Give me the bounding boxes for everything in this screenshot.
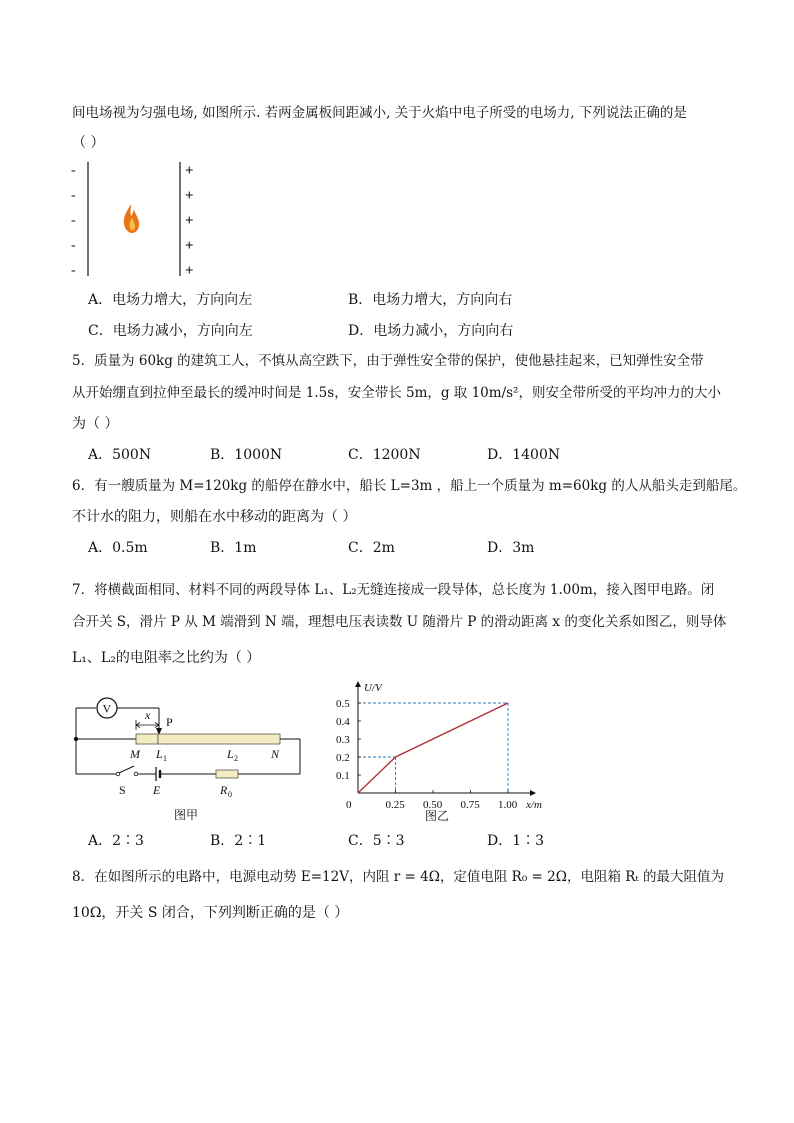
q4-option-a[interactable]: A．电场力增大，方向向左 [88,292,253,308]
svg-text:2: 2 [234,754,238,763]
q6-option-c[interactable]: C．2m [348,540,395,556]
svg-text:x: x [145,708,151,722]
circuit-caption: 图甲 [174,808,199,822]
svg-text:V: V [102,701,112,716]
q5-line3: 为（ ） [72,416,119,432]
svg-text:0: 0 [228,790,232,799]
conductor-l2 [158,734,280,744]
switch-icon [116,766,138,776]
resistor-icon [216,770,238,778]
y-tick-label: 0.4 [336,716,350,728]
svg-text:S: S [119,783,126,797]
q7-option-b[interactable]: B．2∶1 [210,833,267,849]
q4-line2: （ ） [72,135,105,151]
y-axis-label: U/V [364,682,382,694]
q6-option-b[interactable]: B．1m [210,540,257,556]
q6-option-a[interactable]: A．0.5m [88,540,148,556]
minus-sign: - [71,213,76,228]
q7-line1: 7．将横截面相同、材料不同的两段导体 L₁、L₂无缝连接成一段导体，总长度为 1.00m，接入图甲电路。闭 [72,582,715,598]
svg-text:+: + [185,213,194,229]
x-axis-arrow [530,790,536,796]
u-x-graph [325,678,545,828]
svg-text:L: L [227,747,234,761]
x-tick-label: 1.00 [498,799,518,811]
svg-text:N: N [271,747,280,761]
x-tick-label: 0.75 [460,799,480,811]
q6-option-d[interactable]: D．3m [487,540,535,556]
q8-line1: 8．在如图所示的电路中，电源电动势 E=12V，内阻 r = 4Ω，定值电阻 R₀ = 2Ω，电阻箱 Rₜ 的最大阻值为 [72,869,725,885]
q5-option-d[interactable]: D．1400N [487,447,561,463]
y-tick-label: 0.2 [336,752,350,764]
svg-text:+: + [185,238,194,254]
q4-option-d[interactable]: D．电场力减小，方向向右 [348,323,514,339]
q7-option-a[interactable]: A．2∶3 [88,833,144,849]
y-axis-arrow [355,681,361,687]
flame-icon [124,204,139,233]
minus-sign: - [71,163,76,178]
q7-option-c[interactable]: C．5∶3 [348,833,405,849]
y-tick-label: 0.3 [336,734,350,746]
minus-sign: - [71,263,76,278]
y-tick-label: 0.5 [336,698,350,710]
q4-figure [68,158,208,278]
minus-sign: - [71,188,76,203]
q4-line1: 间电场视为匀强电场, 如图所示. 若两金属板间距减小, 关于火焰中电子所受的电场力, 下列说法正确的是 [72,105,687,121]
svg-text:+: + [185,263,194,278]
q7-line2: 合开关 S，滑片 P 从 M 端滑到 N 端，理想电压表读数 U 随滑片 P 的滑动距离 x 的变化关系如图乙，则导体 [72,614,727,630]
q5-line1: 5．质量为 60kg 的建筑工人，不慎从高空跌下，由于弹性安全带的保护，使他悬挂起来，已知弹性安全带 [72,353,704,369]
q5-option-c[interactable]: C．1200N [348,447,421,463]
origin-label: 0 [346,799,352,811]
svg-text:+: + [185,188,194,204]
svg-text:L: L [156,747,163,761]
svg-text:+: + [185,163,194,179]
q8-line2: 10Ω，开关 S 闭合，下列判断正确的是（ ） [72,905,349,921]
q7-option-d[interactable]: D．1∶3 [487,833,545,849]
svg-text:1: 1 [163,754,167,763]
graph-caption: 图乙 [425,809,450,823]
q4-option-c[interactable]: C．电场力减小，方向向左 [88,323,253,339]
x-tick-label: 0.50 [423,799,443,811]
svg-text:M: M [130,747,140,761]
x-tick-label: 0.25 [385,799,405,811]
x-axis-label: x/m [526,799,542,811]
q5-line2: 从开始绷直到拉伸至最长的缓冲时间是 1.5s，安全带长 5m，g 取 10m/s²，则安全带所受的平均冲力的大小 [72,385,721,401]
minus-signs [71,163,76,278]
q4-option-b[interactable]: B．电场力增大，方向向右 [348,292,513,308]
circuit-diagram [70,690,310,830]
plus-signs [185,163,194,278]
q6-line1: 6．有一艘质量为 M=120kg 的船停在静水中，船长 L=3m ，船上一个质量为 m=60kg 的人从船头走到船尾。 [72,478,747,494]
svg-text:P: P [166,715,173,729]
q7-line3: L₁、L₂的电阻率之比约为（ ） [72,650,261,666]
q5-option-a[interactable]: A．500N [88,447,152,463]
series-line [358,703,508,793]
y-tick-label: 0.1 [336,770,350,782]
battery-icon [156,767,160,781]
q6-line2: 不计水的阻力，则船在水中移动的距离为（ ） [72,509,357,525]
q5-option-b[interactable]: B．1000N [210,447,283,463]
conductor-l1 [136,734,158,744]
svg-text:E: E [153,783,161,797]
minus-sign: - [71,238,76,253]
svg-text:R: R [220,783,228,797]
